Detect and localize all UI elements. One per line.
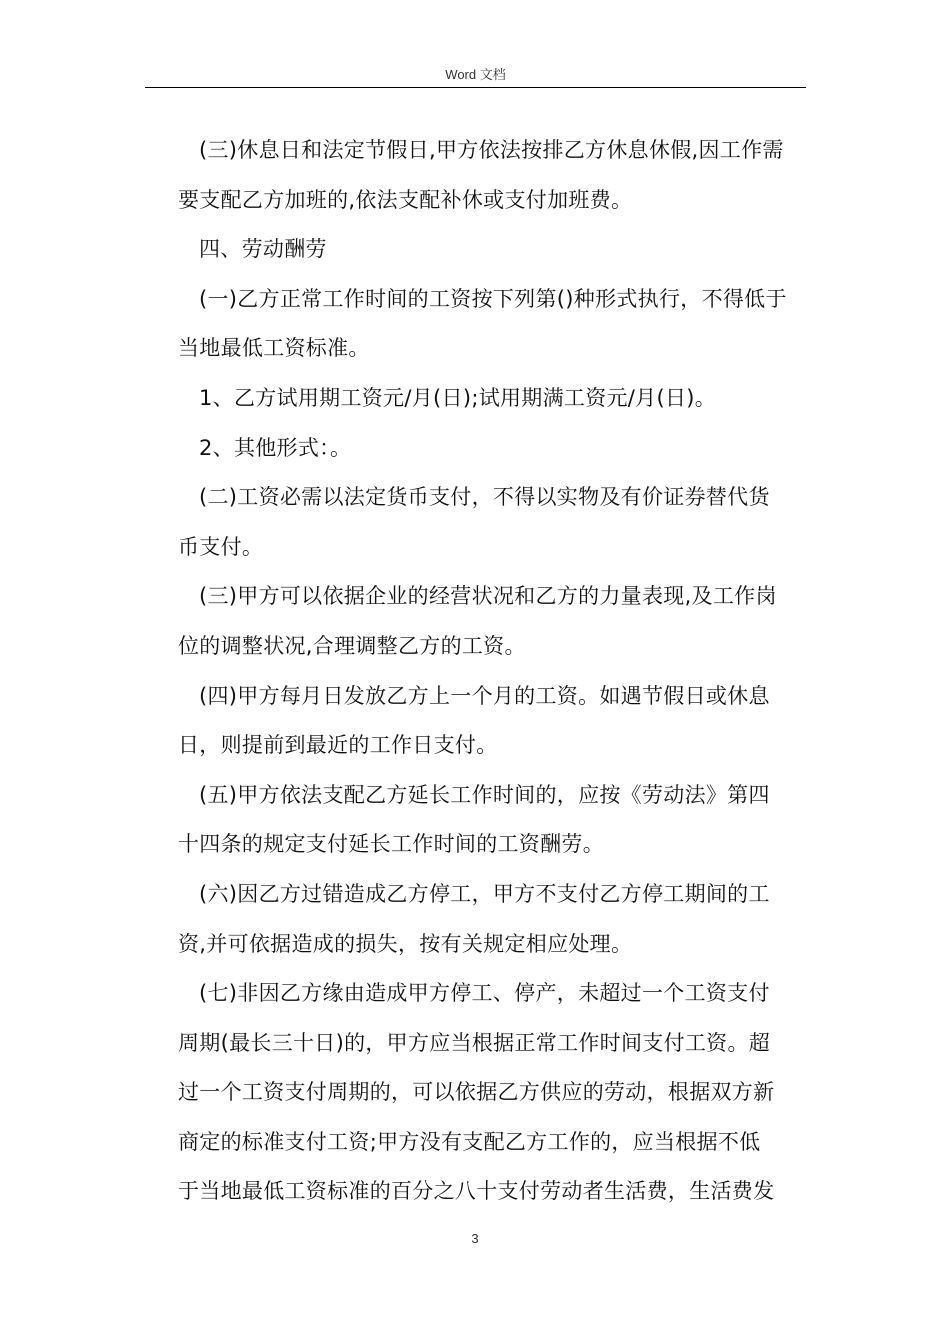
paragraph-line: 1、乙方试用期工资元/月(日);试用期满工资元/月(日)。 [199,385,717,410]
paragraph-line: 当地最低工资标准。 [178,336,370,361]
paragraph-line: (六)因乙方过错造成乙方停工，甲方不支付乙方停工期间的工 [199,881,770,906]
paragraph-line: 资,并可依据造成的损失，按有关规定相应处理。 [178,931,633,956]
paragraph-line: 位的调整状况,合理调整乙方的工资。 [178,633,526,658]
document-body [178,126,808,1217]
paragraph-line: (四)甲方每月日发放乙方上一个月的工资。如遇节假日或休息 [199,683,770,708]
paragraph-line: (七)非因乙方缘由造成甲方停工、停产，未超过一个工资支付 [199,981,770,1006]
paragraph-line: (五)甲方依法支配乙方延长工作时间的，应按《劳动法》第四 [199,782,770,807]
paragraph-line: 币支付。 [178,534,264,559]
page-header: Word 文档 [445,67,506,82]
paragraph-line: 于当地最低工资标准的百分之八十支付劳动者生活费，生活费发 [178,1179,775,1204]
paragraph-line: 商定的标准支付工资;甲方没有支配乙方工作的，应当根据不低 [178,1129,761,1154]
paragraph-line: 十四条的规定支付延长工作时间的工资酬劳。 [178,832,604,857]
paragraph-line: (一)乙方正常工作时间的工资按下列第()种形式执行，不得低于 [199,286,787,311]
paragraph-line: 要支配乙方加班的,依法支配补休或支付加班费。 [178,187,633,212]
page-number: 3 [471,1231,479,1246]
paragraph-line: 日，则提前到最近的工作日支付。 [178,733,498,758]
paragraph-line: 周期(最长三十日)的，甲方应当根据正常工作时间支付工资。超 [178,1030,771,1055]
paragraph-line: (三)休息日和法定节假日,甲方依法按排乙方休息休假,因工作需 [199,138,784,162]
paragraph-line: (二)工资必需以法定货币支付，不得以实物及有价证券替代货 [199,485,770,510]
paragraph-line: 过一个工资支付周期的，可以依据乙方供应的劳动，根据双方新 [178,1080,775,1105]
paragraph-line: (三)甲方可以依据企业的经营状况和乙方的力量表现,及工作岗 [199,584,777,609]
section-heading: 四、劳动酬劳 [199,237,327,262]
paragraph-line: 2、其他形式：。 [199,435,352,460]
header-divider [145,87,806,88]
